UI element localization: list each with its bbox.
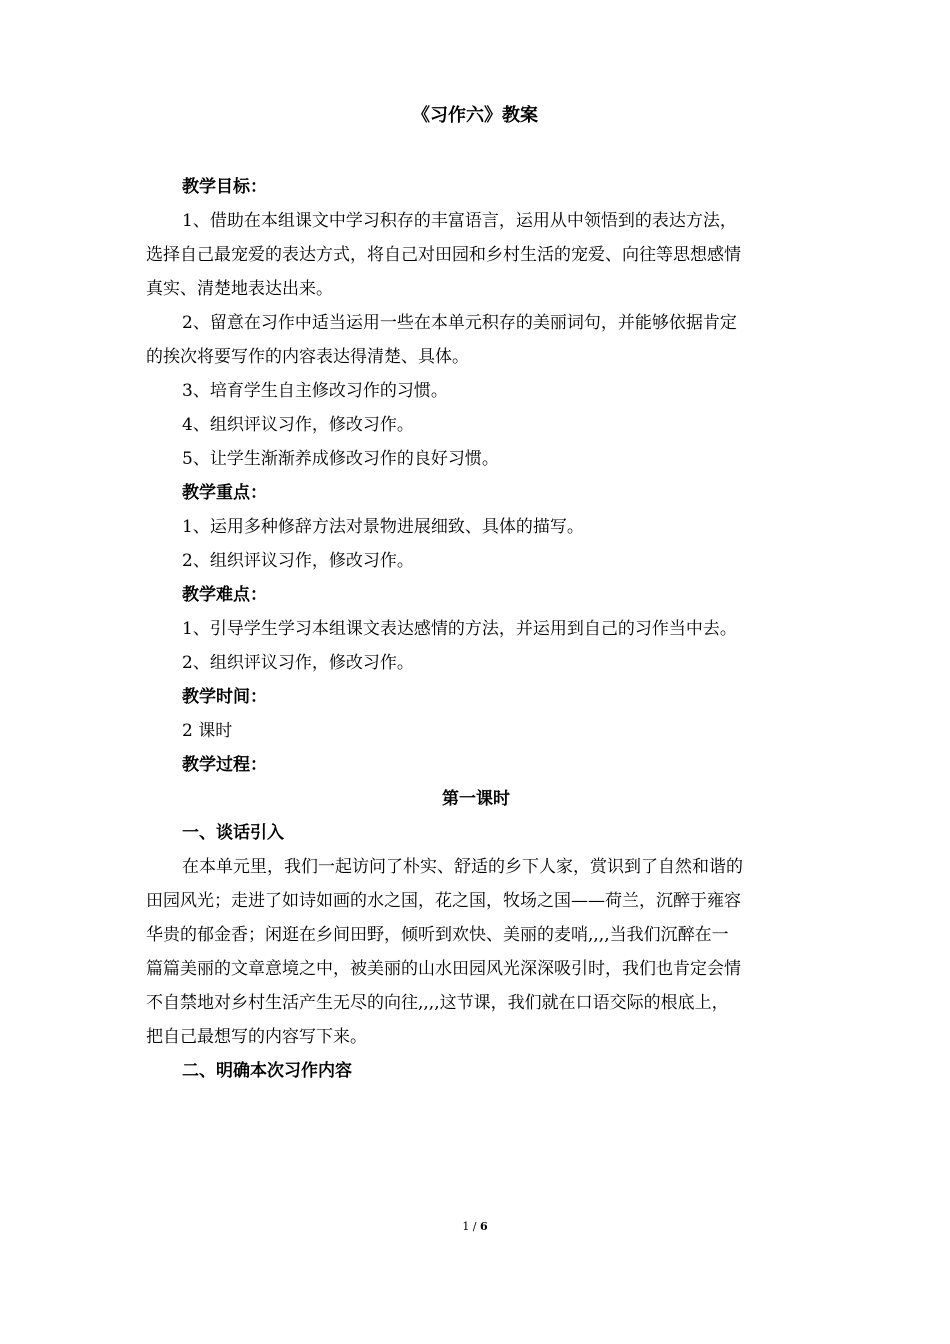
text-line: 5、让学生渐渐养成修改习作的良好习惯。 [182,449,499,469]
text-line: 不自禁地对乡村生活产生无尽的向往,,,,这节课，我们就在口语交际的根底上， [146,993,729,1013]
text-line: 2 课时 [182,721,233,741]
page-number [0,1219,950,1235]
text-line: 4、组织评议习作，修改习作。 [182,415,414,435]
document-title: 《习作六》教案 [412,105,538,126]
page-current: 1 [462,1220,470,1233]
text-line: 教学难点： [182,585,267,605]
text-line: 教学重点： [182,483,267,503]
page-separator: / [469,1220,481,1233]
text-line: 2、组织评议习作，修改习作。 [182,551,414,571]
text-line: 3、培育学生自主修改习作的习惯。 [182,381,448,401]
text-line: 第一课时 [442,789,510,809]
text-line: 一、谈话引入 [182,823,284,843]
text-line: 华贵的郁金香；闲逛在乡间田野，倾听到欢快、美丽的麦哨,,,,当我们沉醉在一 [146,925,729,945]
text-line: 的挨次将要写作的内容表达得清楚、具体。 [146,347,469,367]
text-line: 真实、清楚地表达出来。 [146,279,333,299]
text-line: 1、运用多种修辞方法对景物进展细致、具体的描写。 [182,517,584,537]
document-body [146,170,806,1088]
text-line: 篇篇美丽的文章意境之中，被美丽的山水田园风光深深吸引时，我们也肯定会情 [146,959,741,979]
text-line: 教学时间： [182,687,267,707]
text-line: 在本单元里，我们一起访问了朴实、舒适的乡下人家，赏识到了自然和谐的 [182,857,743,877]
text-line: 1、引导学生学习本组课文表达感情的方法，并运用到自己的习作当中去。 [182,619,737,639]
text-line: 1、借助在本组课文中学习积存的丰富语言，运用从中领悟到的表达方法， [182,211,737,231]
text-line: 教学目标： [182,177,267,197]
text-line: 教学过程： [182,755,267,775]
page-total: 6 [480,1220,488,1233]
text-line: 二、明确本次习作内容 [182,1061,352,1081]
text-line: 2、组织评议习作，修改习作。 [182,653,414,673]
text-line: 田园风光；走进了如诗如画的水之国，花之国，牧场之国——荷兰，沉醉于雍容 [146,891,741,911]
text-line: 选择自己最宠爱的表达方式，将自己对田园和乡村生活的宠爱、向往等思想感情 [146,245,741,265]
text-line: 把自己最想写的内容写下来。 [146,1027,367,1047]
text-line: 2、留意在习作中适当运用一些在本单元积存的美丽词句，并能够依据肯定 [182,313,737,333]
